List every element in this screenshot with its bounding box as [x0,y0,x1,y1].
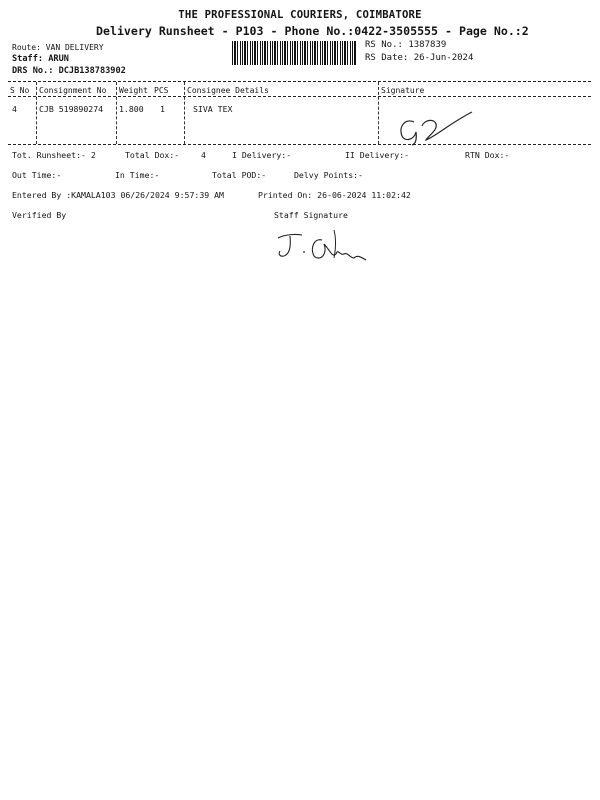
staff-signature [274,224,374,268]
column-divider [184,82,185,144]
column-divider [116,82,117,144]
column-divider [378,82,379,144]
col-header-weight: Weight [119,86,148,95]
entered-by: Entered By :KAMALA103 06/26/2024 9:57:39 AM [12,190,224,200]
route-label: Route: VAN DELIVERY [12,43,104,52]
ii-delivery: II Delivery:- [345,150,410,160]
total-dox-label: Total Dox:- [125,150,180,160]
col-header-pcs: PCS [154,86,169,95]
row-sno: 4 [12,104,17,114]
col-header-signature: Signature [381,86,425,95]
verified-by: Verified By [12,210,67,220]
table-header-border [8,96,591,97]
column-divider [36,82,37,144]
company-title: THE PROFESSIONAL COURIERS, COIMBATORE [178,9,422,21]
table-bottom-border [8,144,591,145]
col-header-consignment: Consignment No [39,86,107,95]
rs-number: RS No.: 1387839 [365,40,447,50]
receiver-signature [392,104,482,146]
rs-date: RS Date: 26-Jun-2024 [365,53,474,63]
row-weight: 1.800 [119,104,144,114]
in-time: In Time:- [115,170,160,180]
rtn-dox: RTN Dox:- [465,150,510,160]
col-header-sno: S No [10,86,30,95]
total-dox-value: 4 [201,150,206,160]
row-pcs: 1 [160,104,165,114]
out-time: Out Time:- [12,170,62,180]
drs-number: DRS No.: DCJB138783902 [12,66,126,76]
staff-signature-label: Staff Signature [274,210,348,220]
runsheet-title: Delivery Runsheet - P103 - Phone No.:0422-3505555 - Page No.:2 [96,24,529,38]
i-delivery: I Delivery:- [232,150,292,160]
row-consignment-no: CJB 519890274 [39,104,104,114]
table-top-border [8,81,591,82]
col-header-consignee: Consignee Details [187,86,269,95]
tot-runsheet: Tot. Runsheet:- 2 [12,150,96,160]
barcode [232,41,356,65]
row-consignee: SIVA TEX [193,104,233,114]
delvy-points: Delvy Points:- [294,170,364,180]
staff-label: Staff: ARUN [12,54,69,64]
printed-on: Printed On: 26-06-2024 11:02:42 [258,190,411,200]
total-pod: Total POD:- [212,170,267,180]
